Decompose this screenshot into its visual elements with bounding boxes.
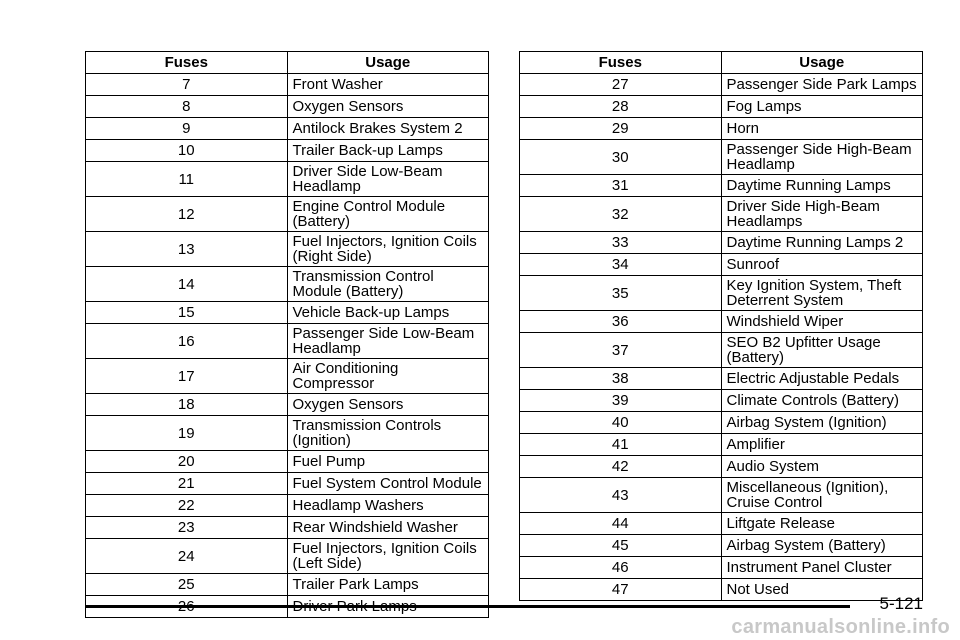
table-row (86, 394, 489, 416)
fuse-number-cell: 10 (86, 140, 288, 162)
fuse-usage-cell: Passenger Side Park Lamps (721, 74, 923, 96)
table-row (520, 478, 923, 513)
fuse-usage-cell: Climate Controls (Battery) (721, 390, 923, 412)
fuse-usage-cell: Front Washer (287, 74, 489, 96)
fuse-usage-cell: Fuel System Control Module (287, 473, 489, 495)
fuse-number-cell: 13 (86, 232, 288, 267)
footer-rule (85, 605, 850, 608)
table-row (520, 311, 923, 333)
fuse-usage-cell: Trailer Park Lamps (287, 574, 489, 596)
fuse-usage-cell: Oxygen Sensors (287, 96, 489, 118)
fuse-number-cell: 41 (520, 434, 722, 456)
fuse-usage-cell: Passenger Side Low-Beam Headlamp (287, 324, 489, 359)
fuse-table-right (519, 51, 923, 601)
fuse-usage-cell: Electric Adjustable Pedals (721, 368, 923, 390)
fuse-number-cell: 33 (520, 232, 722, 254)
fuse-number-cell: 17 (86, 359, 288, 394)
fuse-usage-cell: Daytime Running Lamps (721, 175, 923, 197)
table-row (520, 513, 923, 535)
table-row (86, 574, 489, 596)
fuse-number-cell: 39 (520, 390, 722, 412)
page-number: 5-121 (879, 594, 923, 613)
fuse-number-cell: 8 (86, 96, 288, 118)
fuse-usage-cell: Air Conditioning Compressor (287, 359, 489, 394)
fuse-number-cell: 35 (520, 276, 722, 311)
table-row (86, 232, 489, 267)
fuse-usage-cell: Oxygen Sensors (287, 394, 489, 416)
table-row (86, 359, 489, 394)
table-row (520, 368, 923, 390)
fuse-usage-cell: Driver Side Low-Beam Headlamp (287, 162, 489, 197)
fuse-number-cell: 29 (520, 118, 722, 140)
table-row (520, 557, 923, 579)
fuse-number-cell: 20 (86, 451, 288, 473)
table-header-row (86, 52, 489, 74)
fuse-number-cell: 36 (520, 311, 722, 333)
fuse-usage-cell: Engine Control Module (Battery) (287, 197, 489, 232)
fuse-usage-cell: Passenger Side High-Beam Headlamp (721, 140, 923, 175)
table-row (86, 96, 489, 118)
fuse-usage-cell: Horn (721, 118, 923, 140)
usage-column-header: Usage (287, 52, 489, 74)
fuse-usage-cell: Sunroof (721, 254, 923, 276)
fuse-usage-cell: Liftgate Release (721, 513, 923, 535)
fuse-usage-cell: Fuel Pump (287, 451, 489, 473)
fuse-usage-cell: Airbag System (Battery) (721, 535, 923, 557)
fuse-usage-cell: Transmission Controls (Ignition) (287, 416, 489, 451)
fuse-number-cell: 37 (520, 333, 722, 368)
table-row (520, 197, 923, 232)
fuse-usage-cell: Airbag System (Ignition) (721, 412, 923, 434)
table-row (86, 302, 489, 324)
table-row (86, 495, 489, 517)
fuse-number-cell: 7 (86, 74, 288, 96)
fuse-number-cell: 44 (520, 513, 722, 535)
fuse-number-cell: 9 (86, 118, 288, 140)
table-row (86, 324, 489, 359)
fuse-usage-cell: Windshield Wiper (721, 311, 923, 333)
table-row (86, 473, 489, 495)
fuse-usage-cell: Miscellaneous (Ignition), Cruise Control (721, 478, 923, 513)
table-header-row (520, 52, 923, 74)
table-row (520, 333, 923, 368)
fuse-number-cell: 42 (520, 456, 722, 478)
fuses-column-header: Fuses (520, 52, 722, 74)
watermark: carmanualsonline.info (731, 616, 950, 638)
fuse-number-cell: 18 (86, 394, 288, 416)
table-row (86, 517, 489, 539)
fuse-number-cell: 16 (86, 324, 288, 359)
fuse-number-cell: 40 (520, 412, 722, 434)
table-row (520, 456, 923, 478)
fuse-usage-cell: Key Ignition System, Theft Deterrent System (721, 276, 923, 311)
fuse-number-cell: 43 (520, 478, 722, 513)
fuse-usage-cell: Transmission Control Module (Battery) (287, 267, 489, 302)
table-row (520, 579, 923, 601)
fuse-number-cell: 25 (86, 574, 288, 596)
fuse-usage-cell: Antilock Brakes System 2 (287, 118, 489, 140)
table-row (520, 232, 923, 254)
table-row (86, 118, 489, 140)
fuse-number-cell: 15 (86, 302, 288, 324)
usage-column-header: Usage (721, 52, 923, 74)
fuse-number-cell: 34 (520, 254, 722, 276)
fuse-number-cell: 22 (86, 495, 288, 517)
table-row (520, 140, 923, 175)
table-row (520, 175, 923, 197)
table-row (520, 276, 923, 311)
table-row (86, 267, 489, 302)
fuse-usage-cell: SEO B2 Upfitter Usage (Battery) (721, 333, 923, 368)
table-row (520, 535, 923, 557)
fuse-usage-cell: Rear Windshield Washer (287, 517, 489, 539)
fuse-number-cell: 12 (86, 197, 288, 232)
table-row (520, 74, 923, 96)
fuse-usage-cell: Amplifier (721, 434, 923, 456)
fuse-number-cell: 38 (520, 368, 722, 390)
table-row (520, 434, 923, 456)
fuse-number-cell: 24 (86, 539, 288, 574)
fuse-usage-cell: Instrument Panel Cluster (721, 557, 923, 579)
fuse-number-cell: 47 (520, 579, 722, 601)
fuse-usage-cell: Headlamp Washers (287, 495, 489, 517)
table-row (86, 416, 489, 451)
fuse-number-cell: 32 (520, 197, 722, 232)
fuse-number-cell: 45 (520, 535, 722, 557)
fuse-number-cell: 27 (520, 74, 722, 96)
fuse-number-cell: 19 (86, 416, 288, 451)
fuse-usage-cell: Vehicle Back-up Lamps (287, 302, 489, 324)
table-row (86, 74, 489, 96)
table-row (86, 197, 489, 232)
fuse-number-cell: 21 (86, 473, 288, 495)
fuse-table-left (85, 51, 489, 618)
table-row (520, 118, 923, 140)
fuse-number-cell: 23 (86, 517, 288, 539)
table-row (520, 254, 923, 276)
table-row (86, 162, 489, 197)
fuse-usage-cell: Not Used (721, 579, 923, 601)
table-row (86, 451, 489, 473)
fuse-number-cell: 31 (520, 175, 722, 197)
table-row (86, 539, 489, 574)
fuse-usage-cell: Fog Lamps (721, 96, 923, 118)
fuses-column-header: Fuses (86, 52, 288, 74)
fuse-usage-cell: Trailer Back-up Lamps (287, 140, 489, 162)
fuse-number-cell: 30 (520, 140, 722, 175)
table-row (520, 96, 923, 118)
table-row (86, 140, 489, 162)
fuse-usage-cell: Audio System (721, 456, 923, 478)
fuse-usage-cell: Fuel Injectors, Ignition Coils (Right Side) (287, 232, 489, 267)
fuse-number-cell: 46 (520, 557, 722, 579)
fuse-usage-cell: Daytime Running Lamps 2 (721, 232, 923, 254)
fuse-number-cell: 11 (86, 162, 288, 197)
table-row (520, 412, 923, 434)
fuse-usage-cell: Fuel Injectors, Ignition Coils (Left Side) (287, 539, 489, 574)
fuse-number-cell: 28 (520, 96, 722, 118)
table-row (520, 390, 923, 412)
fuse-usage-cell: Driver Side High-Beam Headlamps (721, 197, 923, 232)
fuse-number-cell: 14 (86, 267, 288, 302)
